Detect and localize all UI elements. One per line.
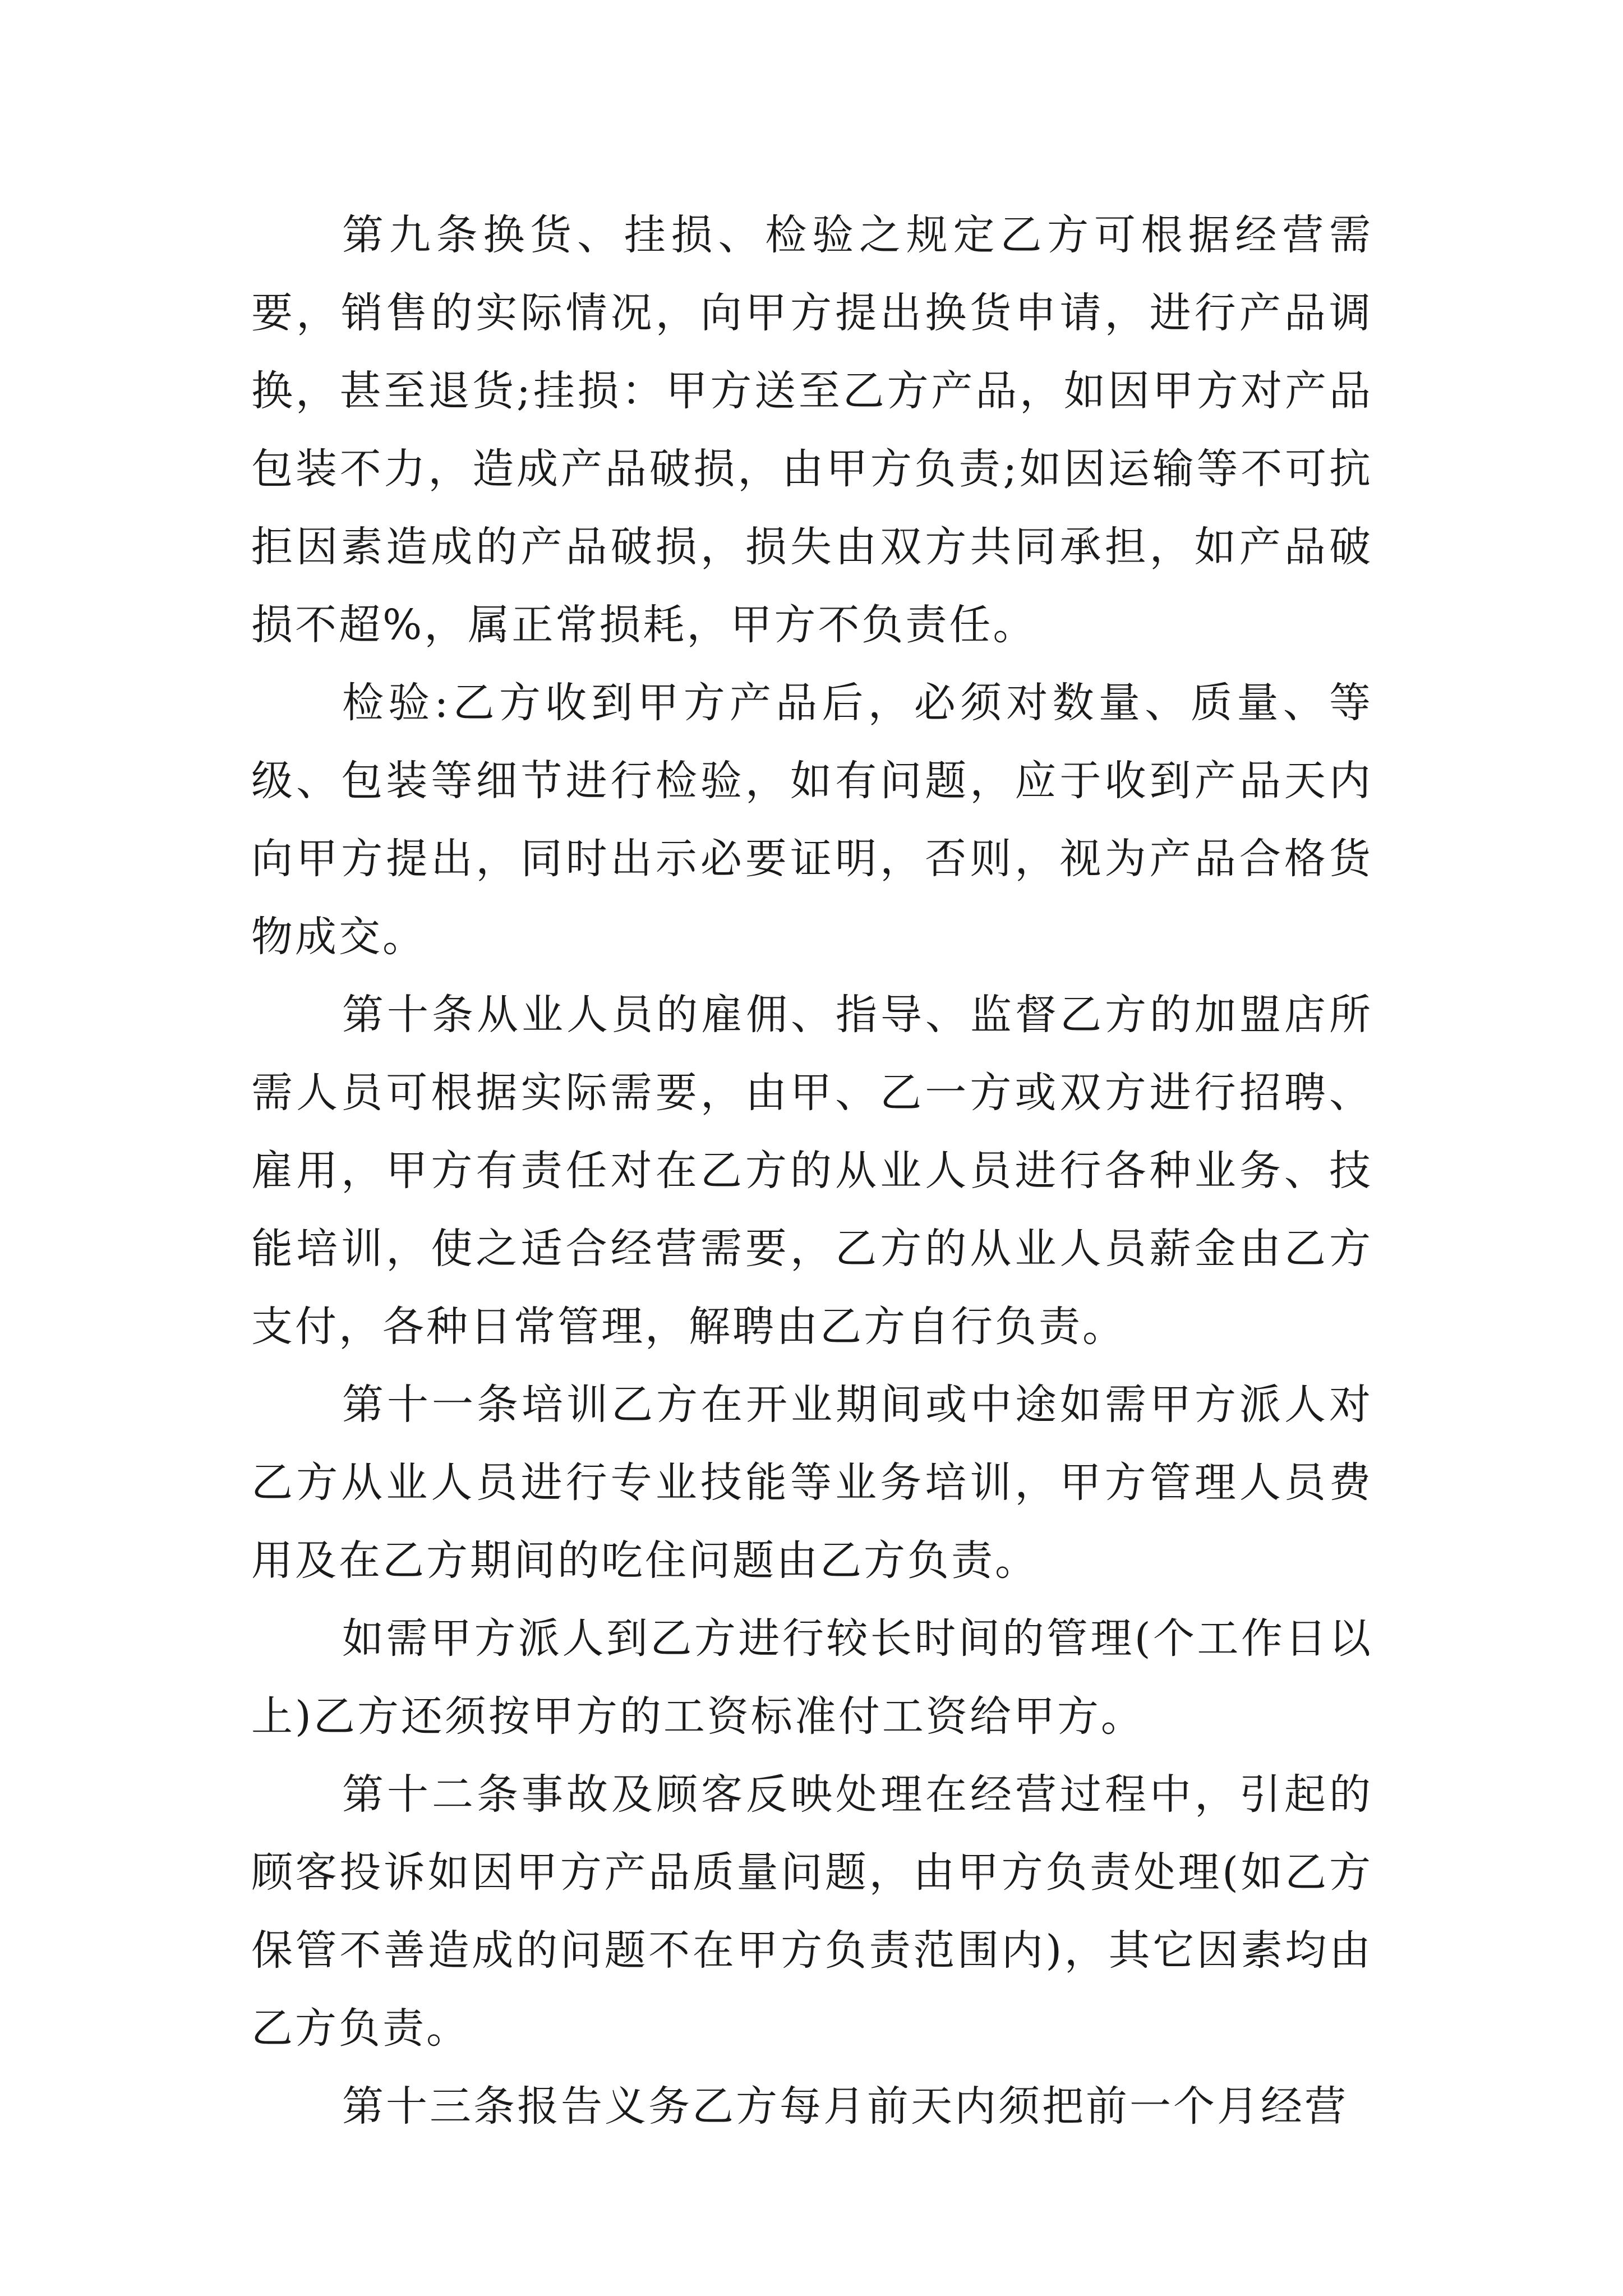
paragraph-article-11: 第十一条培训乙方在开业期间或中途如需甲方派人对乙方从业人员进行专业技能等业务培训，甲方管理人员费用及在乙方期间的吃住问题由乙方负责。: [251, 1381, 1373, 1585]
paragraph-article-9: 第九条换货、挂损、检验之规定乙方可根据经营需要，销售的实际情况，向甲方提出换货申请，进行产品调换，甚至退货;挂损：甲方送至乙方产品，如因甲方对产品包装不力，造成产品破损，由甲方负责;如因运输等不可抗拒因素造成的产品破损，损失由双方共同承担，如产品破损不超%，属正常损耗，甲方不负责任。: [251, 211, 1373, 649]
paragraph-article-12: 第十二条事故及顾客反映处理在经营过程中，引起的顾客投诉如因甲方产品质量问题，由甲方负责处理(如乙方保管不善造成的问题不在甲方负责范围内)，其它因素均由乙方负责。: [251, 1770, 1373, 2053]
paragraph-long-term-management: 如需甲方派人到乙方进行较长时间的管理(个工作日以上)乙方还须按甲方的工资标准付工资给甲方。: [251, 1614, 1373, 1741]
paragraph-article-10: 第十条从业人员的雇佣、指导、监督乙方的加盟店所需人员可根据实际需要，由甲、乙一方或双方进行招聘、雇用，甲方有责任对在乙方的从业人员进行各种业务、技能培训，使之适合经营需要，乙方的从业人员薪金由乙方支付，各种日常管理，解聘由乙方自行负责。: [251, 991, 1373, 1351]
paragraph-article-13: 第十三条报告义务乙方每月前天内须把前一个月经营: [342, 2082, 1348, 2131]
paragraph-inspection: 检验:乙方收到甲方产品后，必须对数量、质量、等级、包装等细节进行检验，如有问题，应于收到产品天内向甲方提出，同时出示必要证明，否则，视为产品合格货物成交。: [251, 679, 1373, 961]
document-body: [251, 196, 1373, 2146]
